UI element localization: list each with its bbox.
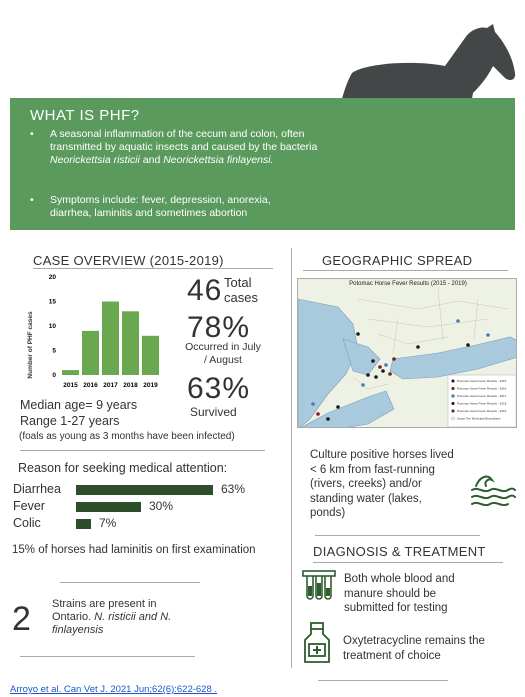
- definition-and: and: [139, 154, 164, 166]
- definition-bullet: [30, 128, 350, 167]
- summer-percent-value: 78%: [187, 311, 251, 344]
- x-tick-label: 2016: [83, 382, 98, 389]
- bar-2016: [82, 331, 99, 375]
- bullet-icon: •: [30, 194, 34, 206]
- legend-label: Upper Tier Municipal Boundaries: [457, 416, 501, 421]
- survival-percent-label: Survived: [190, 405, 237, 419]
- reason-value: 63%: [221, 482, 246, 496]
- reason-bar: [76, 485, 213, 495]
- total-cases-label: Total cases: [224, 275, 258, 305]
- summer-percent-label: Occurred in July / August: [185, 341, 261, 366]
- bar-2015: [62, 370, 79, 375]
- legend-marker: [452, 402, 455, 405]
- reason-label: Fever: [13, 499, 45, 513]
- legend-label: Potomac Horse Fever Results - 2017: [457, 394, 507, 398]
- cases-bar-chart: [22, 267, 172, 392]
- reasons-title: Reason for seeking medical attention:: [18, 461, 228, 475]
- reason-value: 30%: [149, 499, 174, 513]
- bar-2019: [142, 336, 159, 375]
- definition-text: A seasonal inflammation of the cecum and colon, often transmitted by aquatic insects and caused by the bacteria: [50, 128, 318, 153]
- x-tick-label: 2019: [143, 382, 158, 389]
- bar-2018: [122, 311, 139, 375]
- legend-marker: [452, 410, 455, 413]
- diagnosis-treatment-title: DIAGNOSIS & TREATMENT: [313, 544, 486, 559]
- ontario-map: [297, 278, 517, 428]
- section-rule: [315, 535, 480, 536]
- section-rule: [60, 582, 200, 583]
- legend-marker: [452, 395, 455, 398]
- bacteria-name-1: Neorickettsia risticii: [50, 154, 140, 166]
- medicine-bottle-icon: [302, 622, 332, 664]
- age-range: Range 1-27 years: [20, 414, 120, 428]
- reason-bar: [76, 502, 141, 512]
- y-tick-label: 20: [48, 274, 56, 281]
- symptoms-bullet: [30, 194, 300, 220]
- legend-marker: [452, 387, 455, 390]
- legend-label: Potomac Horse Fever Results - 2018: [457, 401, 507, 406]
- citation-link[interactable]: Arroyo et al. Can Vet J. 2021 Jun;62(6):622-628 .: [10, 684, 218, 695]
- what-is-phf-title: WHAT IS PHF?: [30, 107, 140, 124]
- x-tick-label: 2018: [123, 382, 138, 389]
- survival-percent-value: 63%: [187, 372, 251, 405]
- laminitis-note: 15% of horses had laminitis on first examination: [12, 544, 256, 556]
- y-tick-label: 0: [52, 372, 56, 379]
- y-tick-label: 10: [48, 323, 56, 330]
- y-tick-label: 5: [52, 347, 56, 355]
- foals-note: (foals as young as 3 months have been infected): [19, 431, 235, 442]
- strains-text-plain: Strains are present in Ontario.: [52, 598, 157, 623]
- y-axis-label: Number of PHF cases: [27, 311, 34, 379]
- map-title: Potomac Horse Fever Results (2015 - 2019): [349, 281, 467, 287]
- geo-rule: [303, 270, 508, 271]
- case-overview-title: CASE OVERVIEW (2015-2019): [33, 253, 224, 268]
- diagnosis-rule: [313, 562, 503, 563]
- legend-label: Potomac Horse Fever Results - 2015: [457, 379, 507, 383]
- legend-label: Potomac Horse Fever Results - 2019: [457, 409, 507, 413]
- treatment-text: Oxytetracycline remains the treatment of choice: [343, 635, 485, 662]
- section-rule: [20, 656, 195, 657]
- reason-bar: [76, 519, 91, 529]
- legend-marker: [452, 380, 455, 383]
- section-rule: [20, 450, 265, 451]
- legend-label: Potomac Horse Fever Results - 2016: [457, 386, 507, 391]
- bullet-icon: •: [30, 128, 34, 140]
- strains-names: N. risticii and N. finlayensis: [52, 611, 172, 636]
- strains-count: 2: [12, 600, 31, 638]
- reason-label: Colic: [13, 516, 41, 530]
- column-divider: [291, 248, 292, 668]
- test-tubes-icon: [302, 570, 336, 602]
- median-age: Median age= 9 years: [20, 398, 138, 412]
- reason-value: 7%: [99, 516, 117, 530]
- x-tick-label: 2015: [63, 382, 78, 389]
- water-waves-icon: [470, 470, 516, 506]
- symptoms-text: Symptoms include: fever, depression, anorexia, diarrhea, laminitis and sometimes abortion: [50, 194, 271, 219]
- testing-text: Both whole blood and manure should be submitted for testing: [344, 573, 455, 614]
- section-rule: [318, 680, 448, 681]
- culture-positive-text: Culture positive horses lived < 6 km from fast-running (rivers, creeks) and/or standing water (lakes, ponds): [310, 449, 454, 519]
- bacteria-name-2: Neorickettsia finlayensi.: [163, 154, 274, 166]
- geographic-spread-title: GEOGRAPHIC SPREAD: [322, 253, 473, 268]
- x-tick-label: 2017: [103, 382, 118, 389]
- y-tick-label: 15: [48, 298, 56, 306]
- strains-text: [52, 598, 197, 637]
- bar-2017: [102, 302, 119, 376]
- reason-label: Diarrhea: [13, 482, 61, 496]
- total-cases-value: 46: [187, 274, 223, 307]
